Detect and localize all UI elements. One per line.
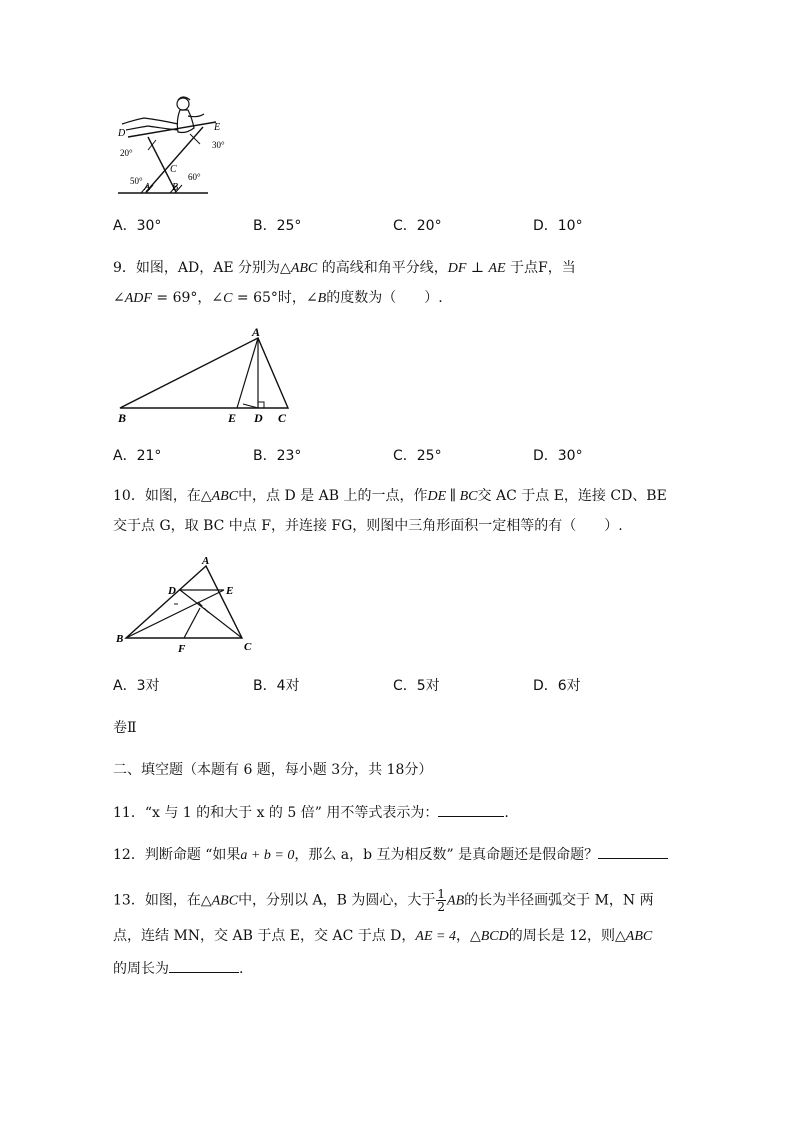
q10-label-B: B <box>116 633 124 645</box>
q9-perp: ⊥ <box>466 260 489 276</box>
q10-text2: 中，点 D 是 AB 上的一点，作 <box>238 488 428 504</box>
q8-label-30: 30° <box>212 140 225 150</box>
q9-adf: ADF <box>124 291 152 306</box>
q13-answer-blank[interactable] <box>169 958 239 973</box>
q13-line2 <box>113 926 652 947</box>
q8-label-20: 20° <box>120 148 133 158</box>
q8-option-a: A．30° <box>113 218 162 234</box>
q10-figure <box>112 552 262 656</box>
q10-label-D: D <box>168 585 176 597</box>
q9-text3: 于点F，当 <box>505 260 576 276</box>
q12-text1: 12．判断命题 “如果 <box>113 847 241 863</box>
q10-option-a: A．3对 <box>113 678 160 694</box>
q9-angle3: ∠ <box>305 290 318 306</box>
q9-label-E: E <box>228 411 237 425</box>
q11-end: . <box>504 805 509 821</box>
q10-label-E: E <box>226 585 234 597</box>
q9-line1 <box>113 258 576 279</box>
q9-label-D: D <box>254 411 263 425</box>
q9-option-b: B．23° <box>253 448 302 464</box>
q13-end: . <box>239 961 244 977</box>
q9-ae: AE <box>488 261 506 276</box>
q9-text4: 的度数为（ ）. <box>326 290 443 306</box>
q9-label-A: A <box>252 325 261 339</box>
q9-eq1: = 69°， <box>151 290 212 306</box>
q9-label-B: B <box>118 411 127 425</box>
q12-text2: ，那么 a，b 互为相反数” 是真命题还是假命题？ <box>294 847 599 863</box>
q9-c: C <box>223 291 233 306</box>
q11-answer-blank[interactable] <box>438 802 504 817</box>
q8-label-C: C <box>170 164 177 175</box>
q9-df: DF <box>447 261 467 276</box>
q10-line1 <box>113 486 667 507</box>
section-juan: 卷Ⅱ <box>113 720 137 736</box>
q9-line2 <box>113 288 443 309</box>
q13-text3: 的长为半径画弧交于 M，N 两 <box>464 892 654 909</box>
q13-fraction <box>436 888 446 913</box>
q13-ae4: AE = 4 <box>415 929 456 944</box>
q13-abc2: △ABC <box>615 929 653 944</box>
q8-label-A: A <box>144 182 151 193</box>
q9-tri: △ <box>280 260 291 276</box>
q9-option-c: C．25° <box>393 448 442 464</box>
q8-figure <box>108 92 238 200</box>
q10-option-b: B．4对 <box>253 678 300 694</box>
q10-debc: DE ∥ BC <box>427 489 478 504</box>
q10-num: 10． <box>113 488 145 504</box>
q13-text2: 中，分别以 A，B 为圆心，大于 <box>238 892 436 909</box>
q10-tri: △ <box>200 488 212 504</box>
q10-abc: ABC <box>211 489 239 504</box>
q8-label-D: D <box>118 128 126 139</box>
q9-text1: 如图，AD，AE 分别为 <box>135 260 281 276</box>
q10-label-F: F <box>178 643 186 655</box>
q13-line3a: 的周长为 <box>113 961 169 977</box>
q12-expr: a + b = 0 <box>240 848 295 863</box>
q10-label-A: A <box>202 555 210 567</box>
q13-line3 <box>113 958 243 979</box>
q11-line <box>113 802 509 823</box>
q10-text3: 交 AC 于点 E，连接 CD、BE <box>477 488 667 504</box>
q9-abc: ABC <box>290 261 318 276</box>
q12-line <box>113 844 668 866</box>
q13-frac-den: 2 <box>437 900 446 914</box>
q13-frac-num: 1 <box>437 887 446 901</box>
q13-abc: ABC <box>211 893 239 909</box>
q13-ab: AB <box>447 893 465 909</box>
q9-eq2: = 65°时， <box>232 290 306 306</box>
q12-answer-blank[interactable] <box>598 844 668 859</box>
q10-option-c: C．5对 <box>393 678 440 694</box>
q13-tri: △ <box>200 892 212 909</box>
section-title: 二、填空题（本题有 6 题，每小题 3分，共 18分） <box>113 762 433 778</box>
q8-label-B: B <box>172 182 179 193</box>
q10-text1: 如图，在 <box>144 488 201 504</box>
q10-option-d: D．6对 <box>533 678 581 694</box>
q9-option-a: A．21° <box>113 448 162 464</box>
q13-line2a: 点，连结 MN，交 AB 于点 E，交 AC 于点 D， <box>113 928 416 944</box>
q9-angle1: ∠ <box>113 290 125 306</box>
q9-b: B <box>317 291 327 306</box>
q13-line1 <box>113 888 654 913</box>
q9-figure <box>110 322 300 430</box>
q8-label-50: 50° <box>130 176 143 186</box>
q13-line2b: ， <box>455 928 470 944</box>
q8-label-E: E <box>214 122 221 133</box>
q13-text1: 13．如图，在 <box>113 892 201 909</box>
q8-option-c: C．20° <box>393 218 442 234</box>
q13-line2c: 的周长是 12，则 <box>508 928 616 944</box>
q9-option-d: D．30° <box>533 448 583 464</box>
q8-option-b: B．25° <box>253 218 302 234</box>
q9-angle2: ∠ <box>211 290 224 306</box>
q8-option-d: D．10° <box>533 218 583 234</box>
q11-text: 11．“x 与 1 的和大于 x 的 5 倍” 用不等式表示为： <box>113 805 439 821</box>
q8-label-60: 60° <box>188 172 201 182</box>
q13-bcd: △BCD <box>469 929 509 944</box>
q9-num: 9． <box>113 260 136 276</box>
q9-label-C: C <box>278 411 287 425</box>
q10-line2: 交于点 G，取 BC 中点 F，并连接 FG，则图中三角形面积一定相等的有（ ）. <box>113 518 623 534</box>
q10-label-C: C <box>244 641 252 653</box>
q9-text2: 的高线和角平分线， <box>317 260 448 276</box>
